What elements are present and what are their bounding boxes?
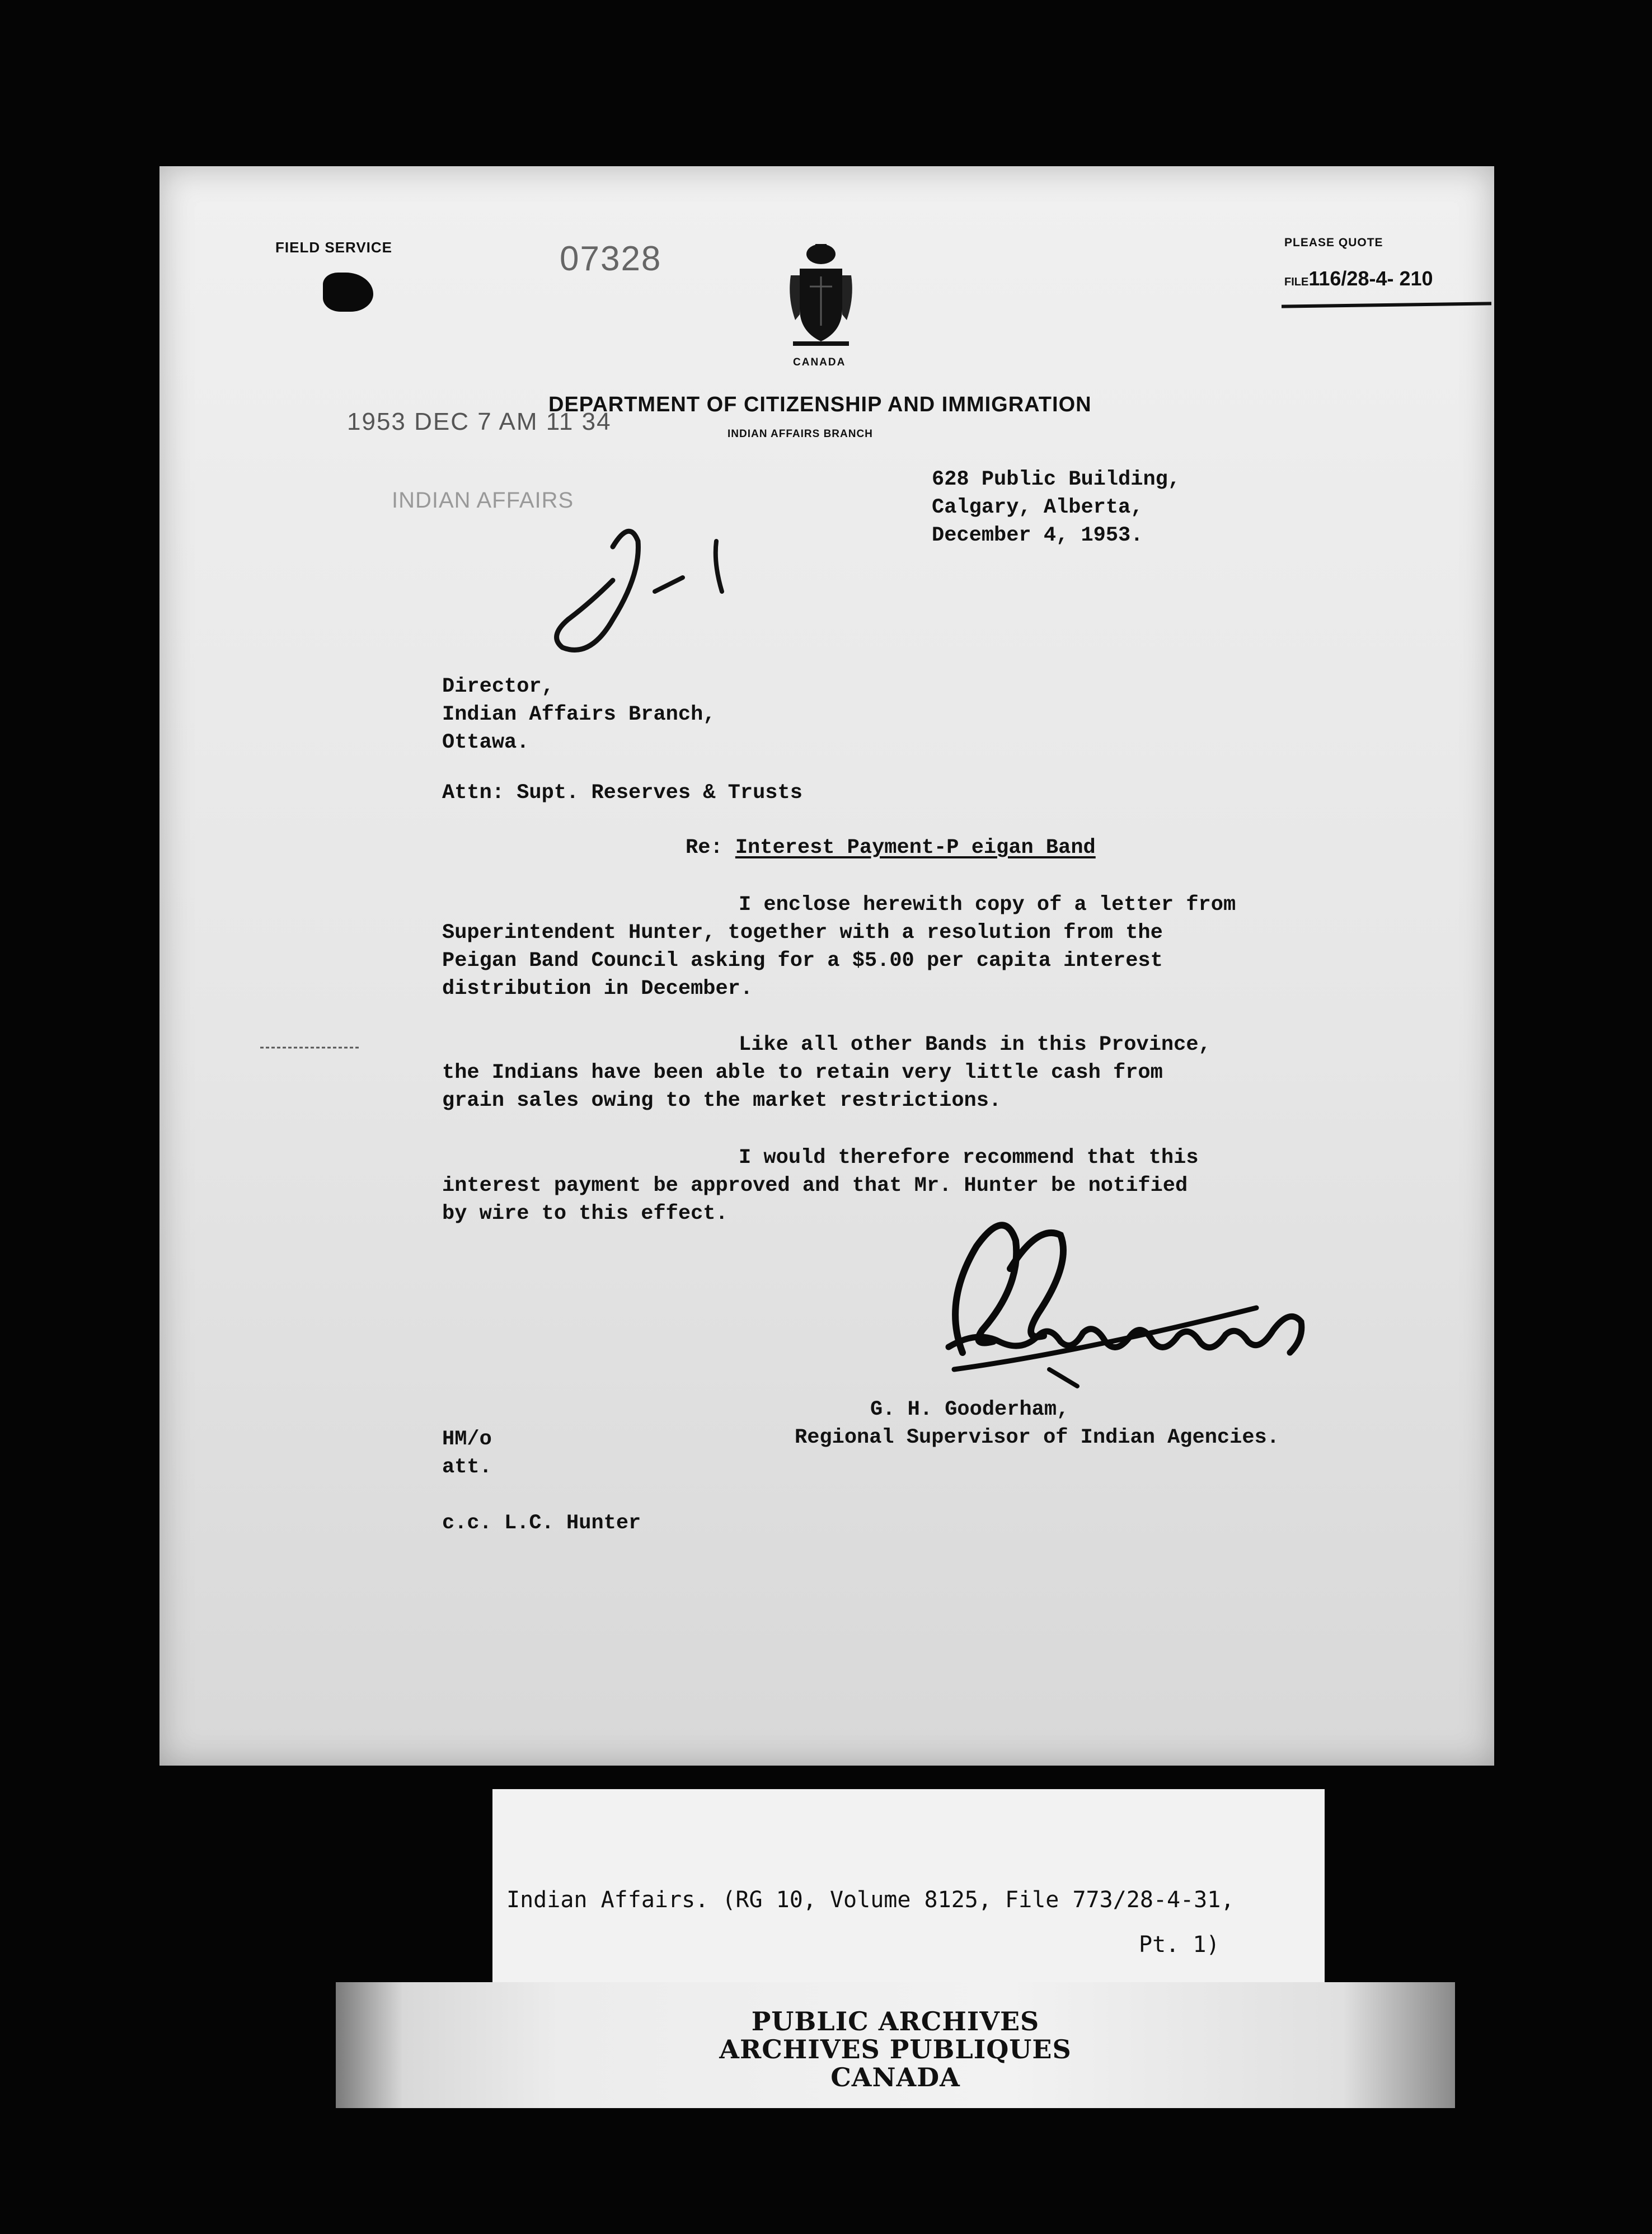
- scan-artifact: [255, 1045, 367, 1050]
- body-line: I enclose herewith copy of a letter from: [739, 893, 1236, 917]
- ink-blot: [323, 273, 373, 312]
- body-line: Superintendent Hunter, together with a resolution from the: [442, 921, 1163, 945]
- subject-line: [686, 834, 1096, 862]
- body-line: the Indians have been able to retain very little cash from: [442, 1061, 1163, 1085]
- reference-initials: [442, 1425, 492, 1481]
- archives-label-band: [336, 1982, 1455, 2108]
- attention-line: Attn: Supt. Reserves & Trusts: [442, 781, 802, 805]
- handwritten-initials: [546, 508, 753, 675]
- archives-label-line: ARCHIVES PUBLIQUES: [719, 2034, 1072, 2064]
- body-line: by wire to this effect.: [442, 1202, 728, 1226]
- archives-label-line: PUBLIC ARCHIVES: [751, 2006, 1040, 2036]
- stamp-number: 07328: [560, 240, 662, 278]
- body-line: distribution in December.: [442, 977, 753, 1001]
- typist-initials: HM/o: [442, 1428, 492, 1451]
- sender-address: [932, 466, 1180, 550]
- received-date-stamp: 1953 DEC 7 AM 11 34: [347, 408, 612, 435]
- crest-caption: CANADA: [793, 356, 846, 368]
- body-line: Peigan Band Council asking for a $5.00 per capita interest: [442, 949, 1163, 973]
- please-quote-label: PLEASE QUOTE: [1284, 236, 1383, 249]
- department-heading: DEPARTMENT OF CITIZENSHIP AND IMMIGRATION: [548, 393, 1092, 416]
- body-line: grain sales owing to the market restrictions.: [442, 1089, 1002, 1113]
- recipient-line: Indian Affairs Branch,: [442, 703, 716, 726]
- subject-text: Interest Payment-P eigan Band: [735, 836, 1096, 860]
- file-prefix: FILE: [1284, 276, 1309, 288]
- recipient-line: Director,: [442, 675, 554, 698]
- subject-prefix: Re:: [686, 836, 723, 860]
- address-line: Calgary, Alberta,: [932, 496, 1143, 519]
- coat-of-arms-icon: [787, 242, 855, 348]
- handwritten-signature: [909, 1202, 1357, 1414]
- archive-citation-card: [492, 1789, 1325, 1982]
- citation-line: Indian Affairs. (RG 10, Volume 8125, File 773/28-4-31,: [506, 1887, 1235, 1913]
- attachment-note: att.: [442, 1456, 492, 1479]
- file-number-value: 116/28-4- 210: [1308, 267, 1433, 290]
- body-line: Like all other Bands in this Province,: [739, 1033, 1211, 1057]
- body-paragraph-2: [442, 1031, 1211, 1115]
- signature-block: [795, 1396, 1279, 1452]
- body-line: interest payment be approved and that Mr. Hunter be notified: [442, 1174, 1188, 1198]
- citation-line: Pt. 1): [1139, 1932, 1220, 1958]
- branch-heading: INDIAN AFFAIRS BRANCH: [728, 428, 873, 440]
- file-number: [1284, 267, 1433, 290]
- archives-label-line: CANADA: [830, 2062, 960, 2092]
- body-line: I would therefore recommend that this: [739, 1146, 1199, 1170]
- letter-date: December 4, 1953.: [932, 524, 1143, 547]
- letter-page: [159, 166, 1494, 1766]
- recipient-address: [442, 673, 715, 757]
- address-line: 628 Public Building,: [932, 468, 1181, 491]
- indian-affairs-stamp: INDIAN AFFAIRS: [392, 488, 574, 513]
- file-underline: [1282, 302, 1491, 308]
- carbon-copy-line: c.c. L.C. Hunter: [442, 1512, 641, 1535]
- body-paragraph-1: [442, 891, 1236, 1003]
- recipient-line: Ottawa.: [442, 731, 529, 754]
- signer-title: Regional Supervisor of Indian Agencies.: [795, 1426, 1279, 1449]
- field-service-label: FIELD SERVICE: [275, 239, 393, 256]
- signer-name: G. H. Gooderham,: [870, 1398, 1069, 1421]
